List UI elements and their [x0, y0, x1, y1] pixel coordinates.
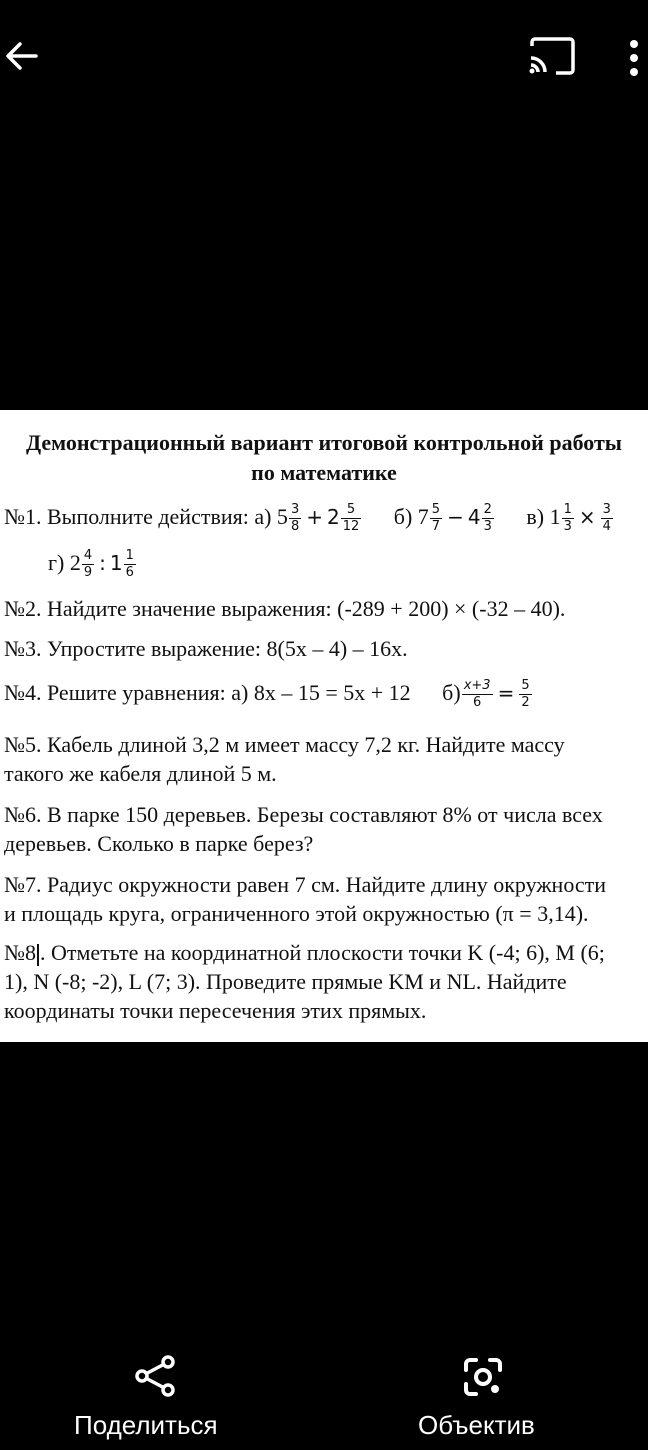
task-1: №1. Выполните действия: а) 5 $\frac{3}{8}$ + 2 $\frac{5}{12}$ б) 7 $\frac{5}{7}$ − 4 $\frac{2}{3}$ в) 1 $\frac{1}{3}$ × $\frac{3}{4}$: [4, 502, 611, 535]
task-7-line-1: №7. Радиус окружности равен 7 см. Найдите длину окружности: [4, 872, 607, 897]
task4-b: б): [442, 680, 461, 705]
fraction: $\frac{5}{2}$: [521, 678, 530, 711]
document-image: [0, 410, 648, 1042]
title-line-1: Демонстрационный вариант итоговой контрольной работы: [26, 430, 622, 455]
task-4: №4. Решите уравнения: а) 8x – 15 = 5x + 12 б) $\frac{x+3}{6}$ = $\frac{5}{2}$: [4, 678, 530, 711]
task8-text: . Отметьте на координатной плоскости точки K (-4; 6), M (6;: [40, 940, 605, 965]
fraction: $\frac{5}{7}$: [431, 502, 441, 535]
task-5-line-2: такого же кабеля длиной 5 м.: [4, 761, 277, 786]
document-title: [0, 428, 648, 488]
task-7-line-2: и площадь круга, ограниченного этой окружностью (π = 3,14).: [4, 901, 589, 926]
task1-b: б) 7: [393, 504, 429, 529]
task-1-g: г) 2 $\frac{4}{9}$ : 1 $\frac{1}{6}$: [48, 548, 134, 581]
task-2: №2. Найдите значение выражения: (-289 + 200) × (-32 – 40).: [4, 596, 566, 621]
text-cursor: [37, 944, 39, 966]
fraction: $\frac{1}{6}$: [125, 548, 134, 581]
task4-a: №4. Решите уравнения: а) 8x – 15 = 5x + 12: [4, 680, 411, 705]
fraction: $\frac{4}{9}$: [83, 548, 93, 581]
task-6-line-2: деревьев. Сколько в парке берез?: [4, 831, 314, 856]
share-button[interactable]: Поделиться: [74, 1410, 218, 1440]
top-toolbar: [0, 0, 648, 110]
fraction: $\frac{3}{8}$: [290, 502, 300, 535]
task-8-line-1: [4, 938, 605, 967]
task-8-line-2: 1), N (-8; -2), L (7; 3). Проведите прямые KM и NL. Найдите: [4, 969, 567, 994]
share-icon[interactable]: [134, 1354, 178, 1398]
more-vert-icon[interactable]: [626, 38, 642, 78]
lens-icon[interactable]: [462, 1356, 504, 1398]
task-6-line-1: №6. В парке 150 деревьев. Березы составляют 8% от числа всех: [4, 802, 603, 827]
task1-g: г) 2: [48, 550, 81, 575]
task1-prefix: №1. Выполните действия: а) 5: [4, 504, 288, 529]
title-line-2: по математике: [251, 460, 397, 485]
task-5-line-1: №5. Кабель длиной 3,2 м имеет массу 7,2 кг. Найдите массу: [4, 732, 565, 757]
fraction: $\frac{5}{12}$: [342, 502, 360, 535]
task8-number: №8: [4, 940, 36, 965]
fraction: $\frac{1}{3}$: [563, 502, 572, 535]
lens-button[interactable]: Объектив: [418, 1410, 535, 1440]
fraction: $\frac{x+3}{6}$: [463, 678, 491, 711]
task1-v: в) 1: [526, 504, 561, 529]
fraction: $\frac{3}{4}$: [602, 502, 611, 535]
fraction: $\frac{2}{3}$: [483, 502, 492, 535]
task-8-line-3: координаты точки пересечения этих прямых.: [4, 998, 427, 1023]
task-3: №3. Упростите выражение: 8(5x – 4) – 16x.: [4, 636, 408, 661]
arrow-left-icon[interactable]: [4, 38, 40, 74]
cast-icon[interactable]: [528, 36, 576, 76]
